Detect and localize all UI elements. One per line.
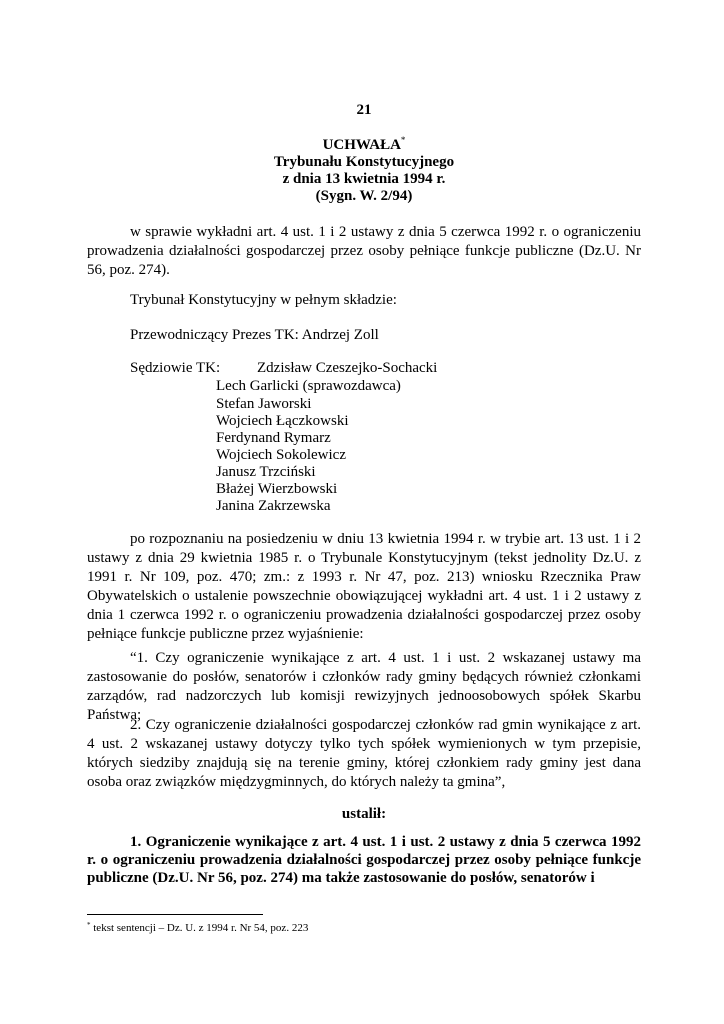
heading-title-text: UCHWAŁA — [322, 137, 401, 153]
judge-item: Ferdynand Rymarz — [216, 430, 331, 446]
judge-item: Błażej Wierzbowski — [216, 481, 338, 497]
footnote — [87, 922, 308, 935]
judge-item: Zdzisław Czeszejko-Sochacki — [257, 360, 438, 376]
consideration-paragraph: po rozpoznaniu na posiedzeniu w dniu 13 kwietnia 1994 r. w trybie art. 13 ust. 1 i 2 ustawy z dnia 29 kwietnia 1985 r. o Trybunale Konstytucyjnym (tekst jednolity Dz.U. z 1991 r. Nr 109, poz. 470; zm.: z 1993 r. Nr 47, poz. 213) wniosku Rzecznika Praw Obywatelskich o ustalenie powszechnie obowiązującej wykładni art. 4 ust. 1 i 2 ustawy z dnia 1 czerwca 1992 r. o ograniczeniu prowadzenia działalności gospodarczej przez osoby pełniące funkcje publiczne przez wyjaśnienie: — [87, 531, 641, 642]
question-2-paragraph: 2. Czy ograniczenie działalności gospodarczej członków rad gmin wynikające z art. 4 ust. 2 wskazanej ustawy dotyczy tylko tych spółek wymienionych w tym przepisie, których siedziby znajdują się na terenie gminy, której członkiem rady gminy jest dana osoba oraz związków międzygminnych, do których należy ta gmina”, — [87, 717, 641, 790]
footnote-mark-bottom: * — [87, 921, 91, 929]
resolution-heading — [87, 137, 641, 205]
president-paragraph: Przewodniczący Prezes TK: Andrzej Zoll — [130, 327, 379, 343]
heading-reference: (Sygn. W. 2/94) — [315, 188, 413, 204]
ruling-1-paragraph: 1. Ograniczenie wynikające z art. 4 ust. 1 i ust. 2 ustawy z dnia 5 czerwca 1992 r. o ograniczeniu prowadzenia działalności gospodarczej przez osoby pełniące funkcje publiczne (Dz.U. Nr 56, poz. 274) ma także zastosowanie do posłów, senatorów i — [87, 834, 641, 886]
judges-label: Sędziowie TK: — [130, 360, 221, 376]
question-1-paragraph: “1. Czy ograniczenie wynikające z art. 4 ust. 1 i ust. 2 wskazanej ustawy ma zastosowanie do posłów, senatorów i członków rady gminy będących również członkami zarządów, rad nadzorczych lub komisji rewizyjnych jednoosobowych spółek Skarbu Państwa; — [87, 650, 641, 723]
footnote-text: tekst sentencji – Dz. U. z 1994 r. Nr 54, poz. 223 — [90, 922, 309, 934]
footnote-divider — [87, 914, 263, 915]
intro-paragraph: w sprawie wykładni art. 4 ust. 1 i 2 ustawy z dnia 5 czerwca 1992 r. o ograniczeniu prowadzenia działalności gospodarczej przez osoby pełniące funkcje publiczne (Dz.U. Nr 56, poz. 274). — [87, 224, 641, 278]
judge-item: Lech Garlicki (sprawozdawca) — [216, 378, 401, 394]
judge-item: Stefan Jaworski — [216, 396, 312, 412]
judge-item: Janina Zakrzewska — [216, 498, 331, 514]
footnote-mark: * — [400, 135, 406, 145]
ruling-heading: ustalił: — [341, 806, 387, 822]
heading-title — [87, 137, 641, 154]
composition-paragraph: Trybunał Konstytucyjny w pełnym składzie: — [130, 292, 397, 308]
heading-court: Trybunału Konstytucyjnego — [273, 154, 455, 170]
judge-item: Wojciech Łączkowski — [216, 413, 349, 429]
heading-date: z dnia 13 kwietnia 1994 r. — [282, 171, 446, 187]
judge-item: Janusz Trzciński — [216, 464, 316, 480]
page-number: 21 — [356, 102, 372, 118]
judge-item: Wojciech Sokolewicz — [216, 447, 346, 463]
